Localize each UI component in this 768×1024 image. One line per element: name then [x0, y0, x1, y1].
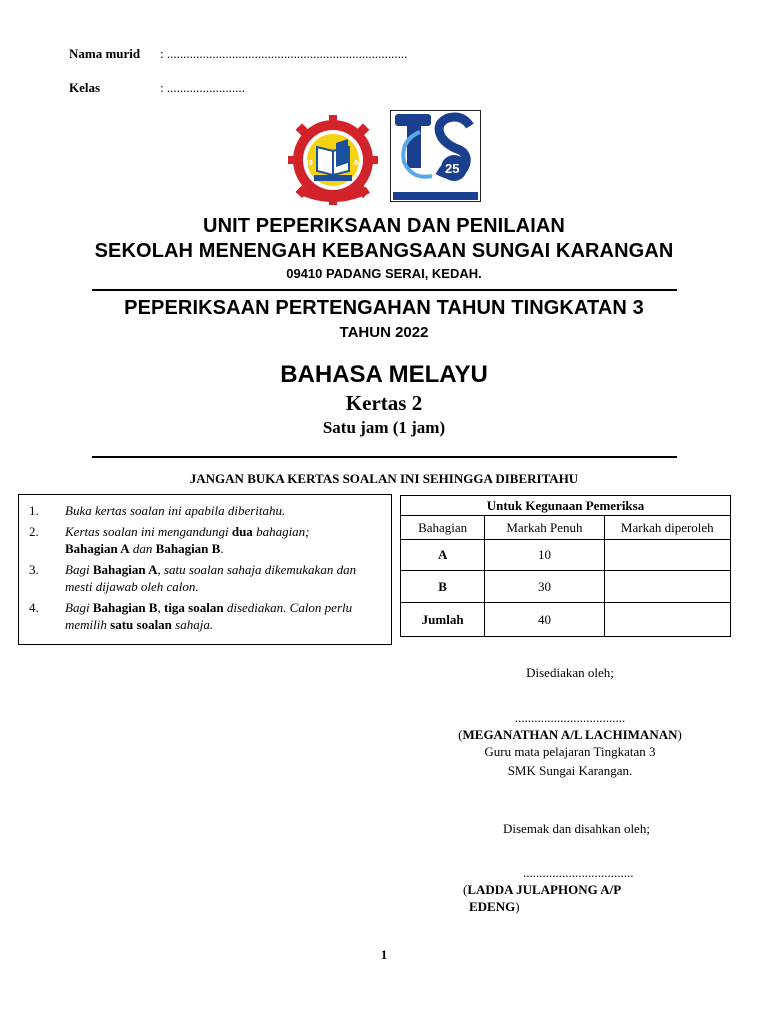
prepared-school: SMK Sungai Karangan.: [507, 763, 633, 778]
instruction-text: Kertas soalan ini mengandungi: [65, 524, 229, 539]
instruction-bold: Bahagian A: [92, 562, 158, 577]
table-header: Markah Penuh: [485, 516, 604, 540]
exam-title: PEPERIKSAAN PERTENGAHAN TAHUN TINGKATAN 3: [124, 297, 644, 319]
instruction-bold: dua: [231, 524, 253, 539]
examiner-marks-table: [400, 495, 731, 637]
instruction-bold: tiga soalan: [163, 600, 224, 615]
warning-text: JANGAN BUKA KERTAS SOALAN INI SEHINGGA DIBERITAHU: [189, 471, 579, 486]
prepared-role: Guru mata pelajaran Tingkatan 3: [484, 744, 656, 759]
unit-title: UNIT PEPERIKSAAN DAN PENILAIAN: [203, 215, 565, 237]
instruction-text: sahaja.: [175, 617, 214, 632]
table-cell-penuh: 30: [485, 571, 604, 603]
class-field: [69, 80, 100, 96]
table-row: [401, 540, 731, 571]
table-row: [401, 603, 731, 637]
page-number: 1: [380, 947, 388, 962]
divider-bottom: [92, 456, 677, 458]
table-row: [401, 571, 731, 603]
instruction-bold: Bahagian B: [155, 541, 221, 556]
subject-title: BAHASA MELAYU: [280, 361, 488, 388]
table-title: Untuk Kegunaan Pemeriksa: [401, 496, 731, 516]
instruction-text: disediakan. Calon perlu memilih: [65, 600, 353, 632]
table-cell-diperoleh[interactable]: [604, 603, 730, 637]
ts25-logo-icon: [390, 110, 481, 202]
school-address: 09410 PADANG SERAI, KEDAH.: [286, 266, 482, 281]
prepared-name: (MEGANATHAN A/L LACHIMANAN): [458, 727, 682, 742]
instruction-text: , satu soalan sahaja dikemukakan dan mesti dijawab oleh calon.: [65, 562, 357, 594]
class-label: Kelas: [69, 80, 101, 95]
crest-year-right: 84: [354, 160, 362, 167]
verified-signature-line: ..................................: [523, 865, 634, 880]
verified-name-line1: (LADDA JULAPHONG A/P: [463, 882, 622, 897]
instruction-bold: Bahagian A: [65, 541, 130, 556]
school-title: SEKOLAH MENENGAH KEBANGSAAN SUNGAI KARANGAN: [94, 240, 674, 262]
table-cell-bahagian: Jumlah: [401, 603, 485, 637]
table-cell-penuh: 10: [485, 540, 604, 571]
verified-name-line2: EDENG): [469, 899, 520, 914]
divider-top: [92, 289, 677, 291]
table-cell-diperoleh[interactable]: [604, 540, 730, 571]
crest-year-left: 19: [305, 160, 313, 167]
instruction-text: Bagi: [65, 600, 90, 615]
ts25-number: 25: [445, 161, 460, 176]
instruction-text: Buka kertas soalan ini apabila diberitahu.: [65, 503, 286, 518]
table-header: Bahagian: [401, 516, 485, 540]
verified-name-text2: EDENG: [469, 899, 516, 914]
instruction-bold: Bahagian B: [92, 600, 158, 615]
table-cell-penuh: 40: [485, 603, 604, 637]
class-value: : ........................: [160, 80, 245, 95]
verified-by-label: Disemak dan disahkan oleh;: [503, 821, 650, 836]
student-name-label: Nama murid: [69, 46, 141, 61]
student-name-value: : ..........................................................................: [160, 46, 408, 61]
class-value-wrap: [160, 80, 245, 96]
instruction-text: ,: [157, 600, 161, 615]
instruction-number: 3.: [29, 562, 39, 577]
instruction-number: 1.: [29, 503, 39, 518]
school-crest-icon: [284, 113, 382, 209]
instruction-number: 2.: [29, 524, 39, 539]
instruction-text: .: [220, 541, 224, 556]
table-cell-bahagian: B: [401, 571, 485, 603]
instruction-text: Bagi: [65, 562, 90, 577]
instruction-text: dan: [132, 541, 153, 556]
table-cell-diperoleh[interactable]: [604, 571, 730, 603]
instruction-text: bahagian;: [256, 524, 310, 539]
table-cell-bahagian: A: [401, 540, 485, 571]
instruction-number: 4.: [29, 600, 39, 615]
exam-year: TAHUN 2022: [339, 324, 429, 341]
paper-duration: Satu jam (1 jam): [322, 418, 446, 437]
verified-name-text1: LADDA JULAPHONG A/P: [467, 882, 622, 897]
table-header: Markah diperoleh: [604, 516, 730, 540]
student-name-value-wrap: [160, 46, 407, 62]
prepared-signature-line: ..................................: [514, 710, 626, 725]
student-name-field: [69, 46, 140, 62]
instruction-bold: satu soalan: [110, 617, 172, 632]
paper-title: Kertas 2: [345, 391, 423, 415]
prepared-name-text: MEGANATHAN A/L LACHIMANAN: [462, 727, 678, 742]
prepared-by-label: Disediakan oleh;: [526, 665, 614, 680]
instructions-box: [18, 494, 392, 645]
